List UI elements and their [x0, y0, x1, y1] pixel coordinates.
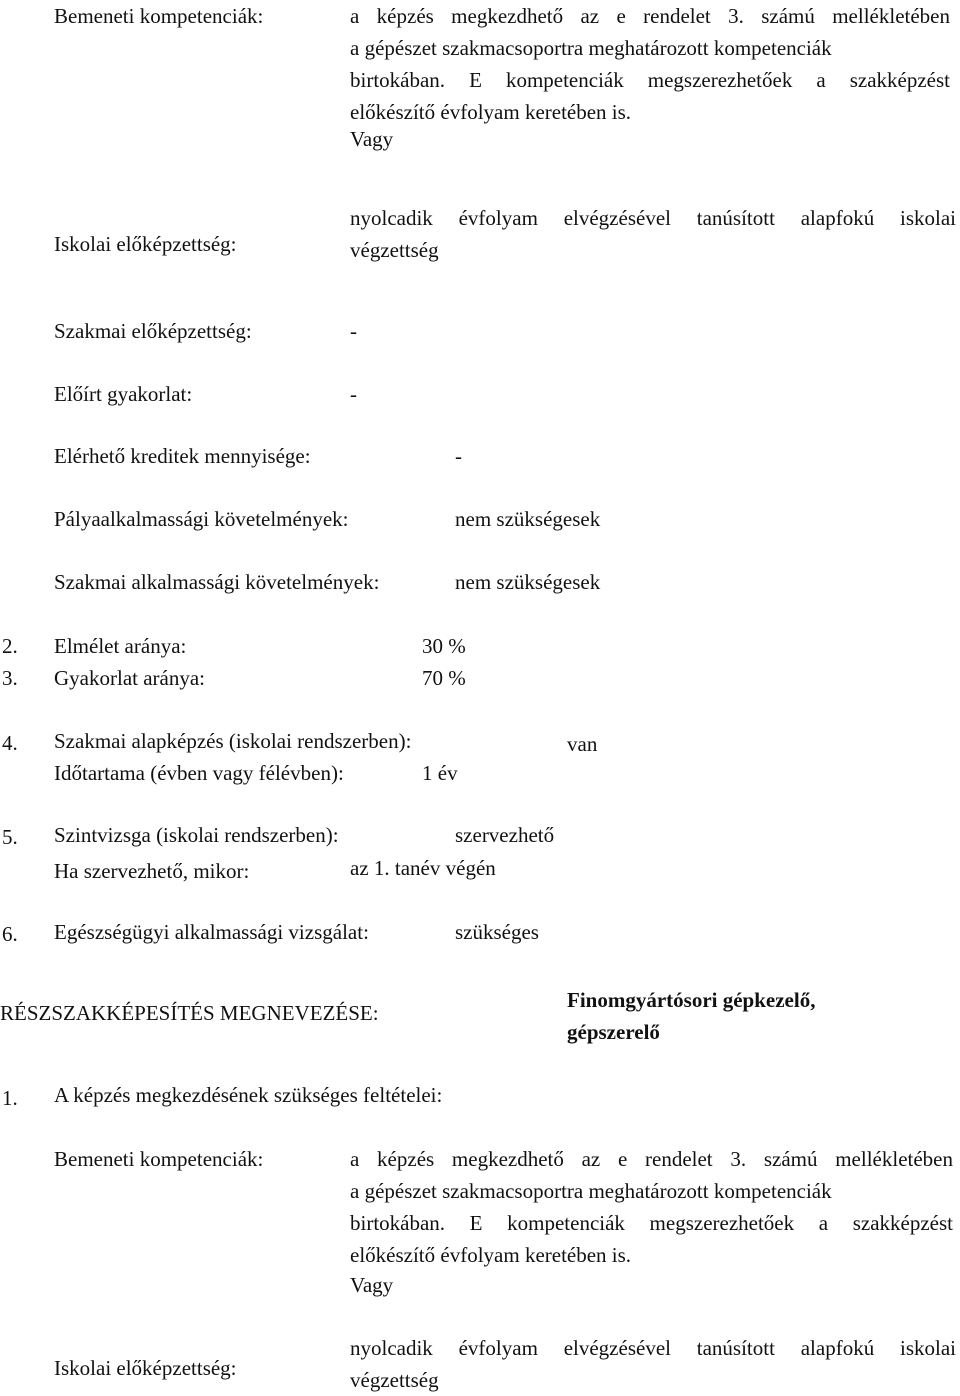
text-line: birtokában. E kompetenciák megszerezhetőek a szakképzést — [350, 1211, 953, 1235]
text-line: a gépészet szakmacsoportra meghatározott kompetenciák — [350, 1179, 832, 1203]
gyakorlat-value: 70 % — [422, 666, 466, 690]
item-number-5: 5. — [2, 825, 18, 849]
szintvizsga-value: szervezhető — [455, 823, 555, 847]
text-line: előkészítő évfolyam keretében is. — [350, 100, 632, 124]
item-number-6: 6. — [2, 922, 18, 946]
egeszseg-value: szükséges — [455, 920, 539, 944]
bemeneti-kompetenciak-text — [350, 0, 950, 128]
text-line: nyolcadik évfolyam elvégzésével tanúsított alapfokú iskolai — [350, 206, 956, 230]
text-line: a képzés megkezdhető az e rendelet 3. számú mellékletében — [350, 1147, 953, 1171]
idotartam-label: Időtartama (évben vagy félévben): — [54, 761, 344, 785]
text-line: végzettség — [350, 238, 439, 262]
szintvizsga-label: Szintvizsga (iskolai rendszerben): — [54, 823, 339, 847]
idotartam-value: 1 év — [422, 761, 458, 785]
text-line: a gépészet szakmacsoportra meghatározott kompetenciák — [350, 36, 832, 60]
alapkepzes-value: van — [567, 732, 598, 756]
section-title: A képzés megkezdésének szükséges feltételei: — [54, 1083, 443, 1107]
iskolai-eloképzettseg-label: Iskolai előképzettség: — [54, 232, 237, 256]
mikor-value: az 1. tanév végén — [350, 856, 496, 880]
text-line: birtokában. E kompetenciák megszerezhetőek a szakképzést — [350, 68, 950, 92]
reszszakkepesites-name-line-2: gépszerelő — [567, 1020, 660, 1044]
szakmai-alkalmassagi-value: nem szükségesek — [455, 570, 601, 594]
szakmai-alkalmassagi-label: Szakmai alkalmassági követelmények: — [54, 570, 380, 594]
alapkepzes-label: Szakmai alapképzés (iskolai rendszerben): — [54, 729, 412, 753]
eloirt-gyakorlat-value: - — [350, 382, 357, 406]
kreditek-value: - — [455, 444, 462, 468]
text-line: előkészítő évfolyam keretében is. — [350, 1243, 632, 1267]
text-line: végzettség — [350, 1368, 439, 1392]
reszszakkepesites-heading: RÉSZSZAKKÉPESÍTÉS MEGNEVEZÉSE: — [0, 1001, 379, 1025]
vagy-text: Vagy — [350, 1273, 394, 1297]
iskolai-eloképzettseg-label: Iskolai előképzettség: — [54, 1356, 237, 1380]
palyaalkalmassagi-value: nem szükségesek — [455, 507, 601, 531]
mikor-label: Ha szervezhető, mikor: — [54, 859, 250, 883]
palyaalkalmassagi-label: Pályaalkalmassági követelmények: — [54, 507, 349, 531]
iskolai-eloképzettseg-text — [350, 1332, 956, 1396]
egeszseg-label: Egészségügyi alkalmassági vizsgálat: — [54, 920, 369, 944]
item-number-3: 3. — [2, 666, 18, 690]
text-line: a képzés megkezdhető az e rendelet 3. számú mellékletében — [350, 4, 950, 28]
eloirt-gyakorlat-label: Előírt gyakorlat: — [54, 382, 193, 406]
bemeneti-kompetenciak-label: Bemeneti kompetenciák: — [54, 1147, 264, 1171]
iskolai-eloképzettseg-text — [350, 202, 956, 266]
gyakorlat-label: Gyakorlat aránya: — [54, 666, 206, 690]
bemeneti-kompetenciak-label: Bemeneti kompetenciák: — [54, 4, 264, 28]
reszszakkepesites-name-line-1: Finomgyártósori gépkezelő, — [567, 988, 816, 1012]
vagy-text: Vagy — [350, 127, 394, 151]
bemeneti-kompetenciak-text — [350, 1143, 953, 1271]
section-number-1: 1. — [2, 1086, 18, 1110]
elmelet-label: Elmélet aránya: — [54, 634, 187, 658]
szakmai-eloképzettseg-value: - — [350, 319, 357, 343]
szakmai-eloképzettseg-label: Szakmai előképzettség: — [54, 319, 252, 343]
item-number-4: 4. — [2, 731, 18, 755]
text-line: nyolcadik évfolyam elvégzésével tanúsított alapfokú iskolai — [350, 1336, 956, 1360]
item-number-2: 2. — [2, 634, 18, 658]
elmelet-value: 30 % — [422, 634, 466, 658]
kreditek-label: Elérhető kreditek mennyisége: — [54, 444, 311, 468]
